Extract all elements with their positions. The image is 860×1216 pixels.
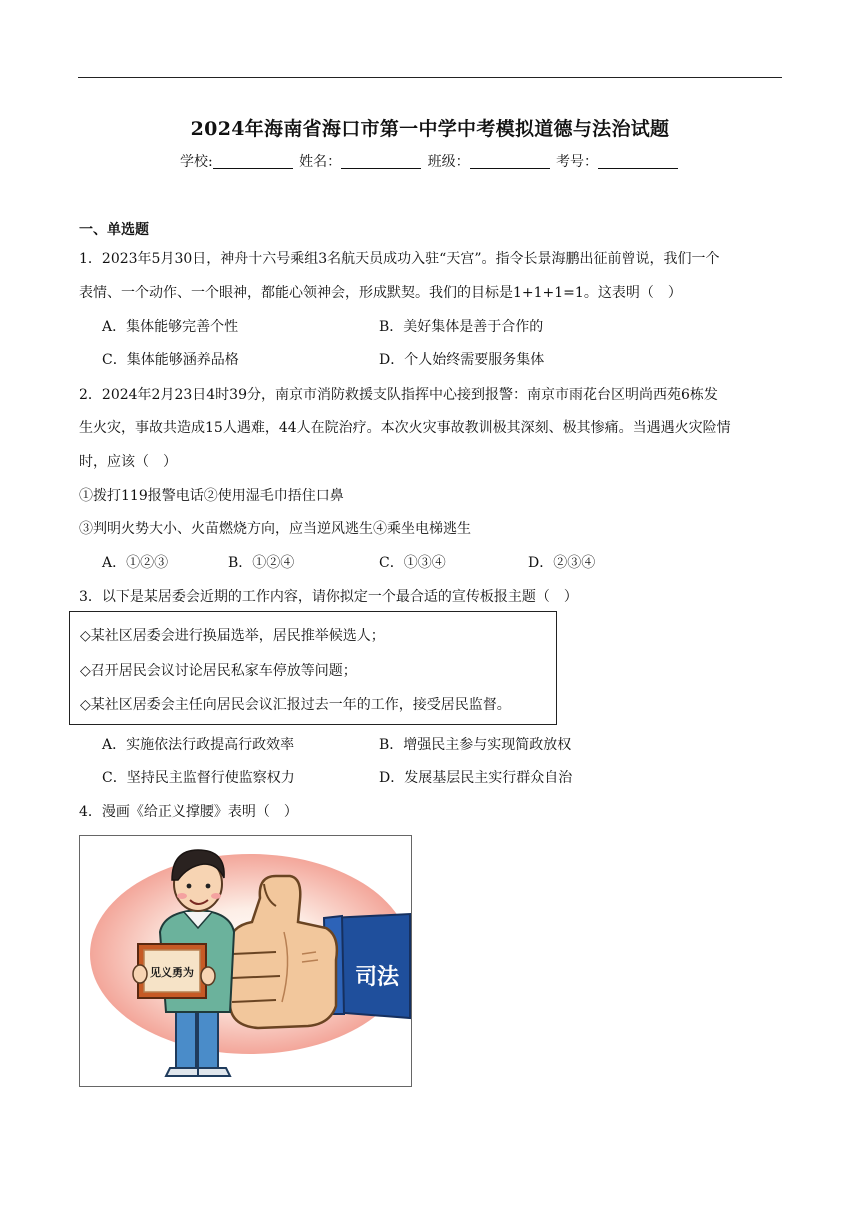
exam-no-blank[interactable] bbox=[598, 154, 678, 169]
q3-material-line-1: ◇某社区居委会进行换届选举，居民推举候选人； bbox=[80, 628, 385, 644]
school-label: 学校: bbox=[179, 154, 213, 170]
q1-option-b[interactable]: B．美好集体是善于合作的 bbox=[379, 319, 544, 335]
class-blank[interactable] bbox=[470, 154, 550, 169]
q3-stem: 3．以下是某居委会近期的工作内容，请你拟定一个最合适的宣传板报主题（ ） bbox=[79, 589, 578, 605]
page-title: 2024年海南省海口市第一中学中考模拟道德与法治试题 bbox=[190, 118, 670, 140]
header-rule bbox=[78, 77, 782, 78]
q3-material-line-3: ◇某社区居委会主任向居民会议汇报过去一年的工作，接受居民监督。 bbox=[80, 697, 511, 713]
q3-material-box bbox=[69, 611, 557, 725]
q2-stem-line-2: 生火灾，事故共造成15人遇难，44人在院治疗。本次火灾事故教训极其深刻、极其惨痛。当遇遇火灾险情 bbox=[79, 420, 731, 436]
q4-cartoon bbox=[79, 835, 412, 1087]
q1-option-a[interactable]: A．集体能够完善个性 bbox=[102, 319, 239, 335]
q1-option-d[interactable]: D．个人始终需要服务集体 bbox=[379, 352, 545, 368]
q2-item-1: ①拨打119报警电话②使用湿毛巾捂住口鼻 bbox=[79, 488, 344, 504]
q2-stem-line-3: 时，应该（ ） bbox=[79, 454, 177, 470]
student-info-row bbox=[0, 151, 860, 171]
q1-stem-line-2: 表情、一个动作、一个眼神，都能心领神会，形成默契。我们的目标是1+1+1=1。这表明（ ） bbox=[79, 285, 682, 301]
q2-item-2: ③判明火势大小、火苗燃烧方向，应当逆风逃生④乘坐电梯逃生 bbox=[79, 521, 471, 537]
sleeve-label: 司法 bbox=[354, 964, 400, 989]
q3-option-d[interactable]: D．发展基层民主实行群众自治 bbox=[379, 770, 573, 786]
class-label: 班级： bbox=[427, 154, 470, 170]
q4-stem: 4．漫画《给正义撑腰》表明（ ） bbox=[79, 804, 298, 820]
q2-option-c[interactable]: C．①③④ bbox=[379, 555, 446, 571]
section-heading: 一、单选题 bbox=[79, 222, 149, 238]
q2-stem-line-1: 2．2024年2月23日4时39分，南京市消防救援支队指挥中心接到报警：南京市雨花台区明尚西苑6栋发 bbox=[79, 387, 718, 403]
q3-material-line-2: ◇召开居民会议讨论居民私家车停放等问题； bbox=[80, 663, 357, 679]
q2-option-a[interactable]: A．①②③ bbox=[102, 555, 169, 571]
school-blank[interactable] bbox=[213, 154, 293, 169]
exam-no-label: 考号： bbox=[556, 154, 599, 170]
certificate-label: 见义勇为 bbox=[150, 966, 194, 979]
q3-option-c[interactable]: C．坚持民主监督行使监察权力 bbox=[102, 770, 295, 786]
name-blank[interactable] bbox=[341, 154, 421, 169]
q2-option-d[interactable]: D．②③④ bbox=[528, 555, 596, 571]
q2-option-b[interactable]: B．①②④ bbox=[228, 555, 295, 571]
name-label: 姓名： bbox=[299, 154, 342, 170]
q3-option-b[interactable]: B．增强民主参与实现简政放权 bbox=[379, 737, 572, 753]
q1-option-c[interactable]: C．集体能够涵养品格 bbox=[102, 352, 239, 368]
q3-option-a[interactable]: A．实施依法行政提高行政效率 bbox=[102, 737, 295, 753]
q1-stem-line-1: 1．2023年5月30日，神舟十六号乘组3名航天员成功入驻“天宫”。指令长景海鹏出征前曾说，我们一个 bbox=[79, 251, 720, 267]
